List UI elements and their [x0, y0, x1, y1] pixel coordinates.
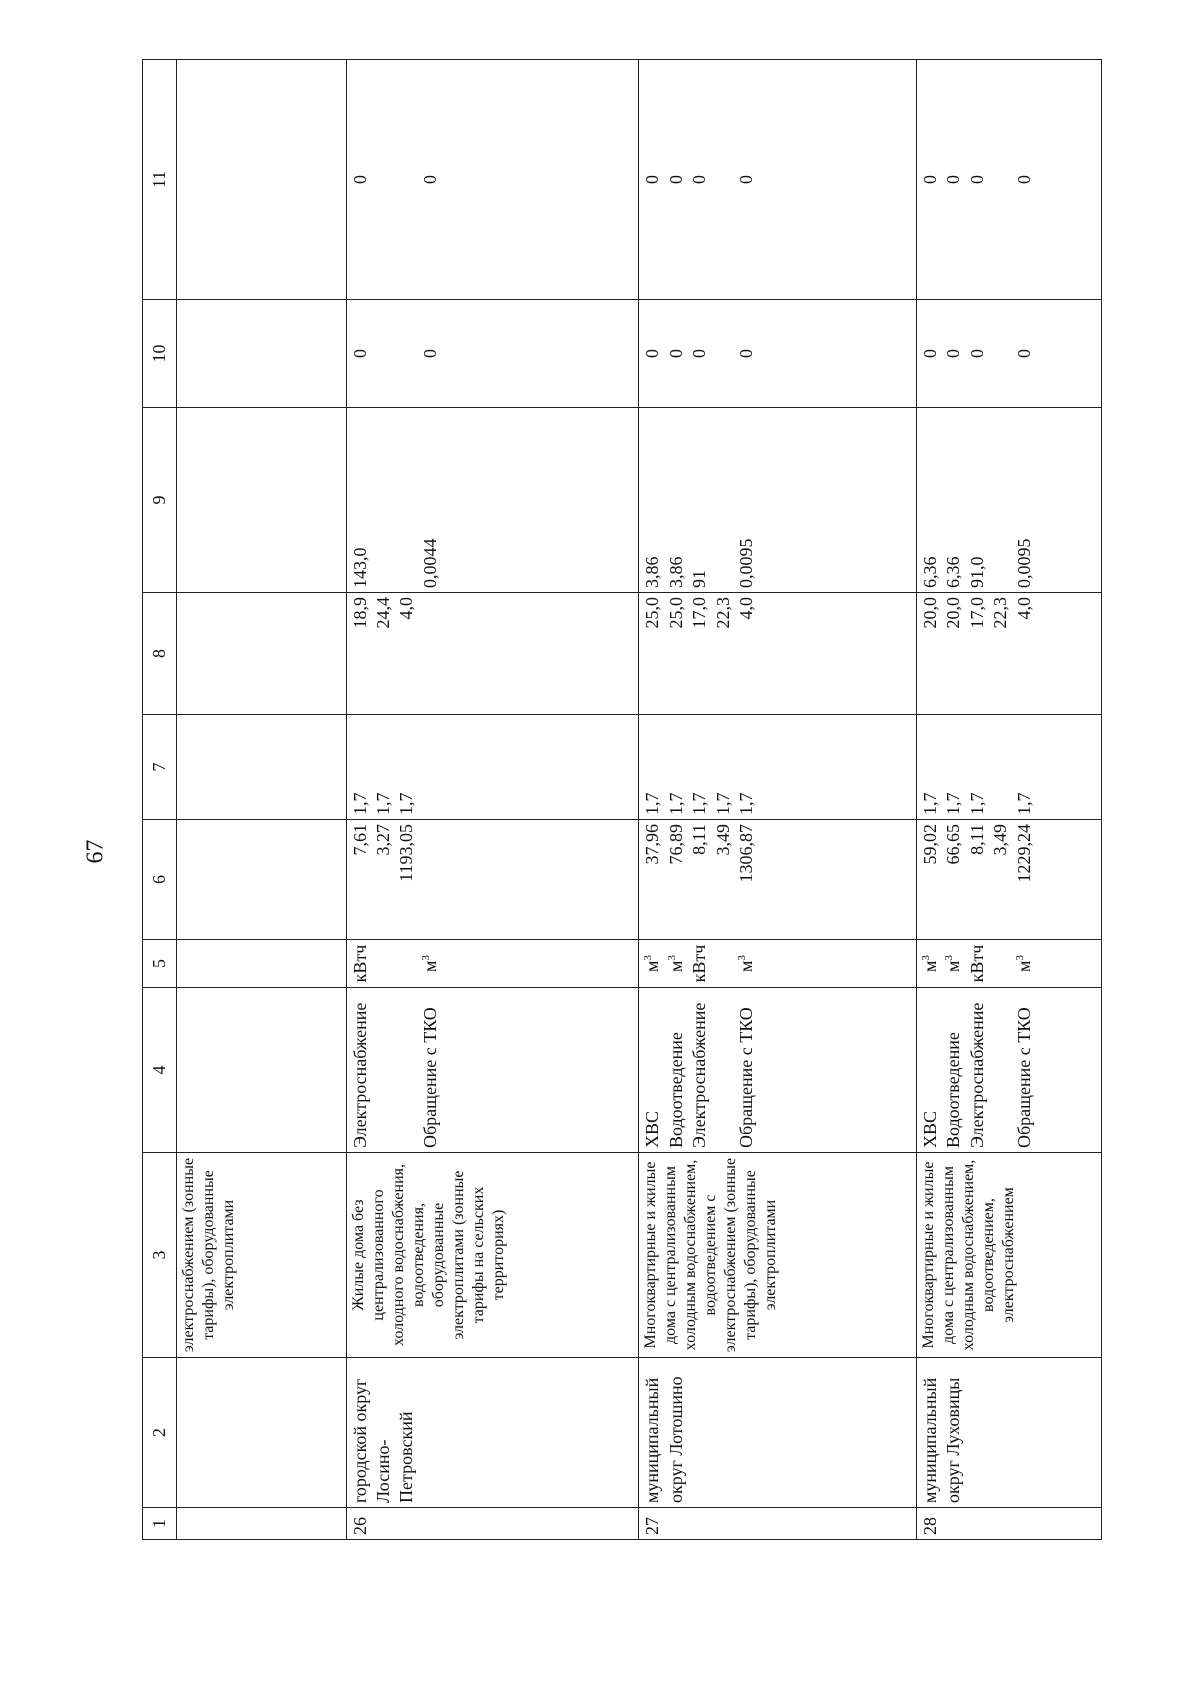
column-header: 4: [143, 988, 177, 1153]
col10-value: 0: [642, 349, 663, 358]
service-item: Обращение с ТКО: [419, 1007, 440, 1148]
col10-value: 0: [919, 349, 940, 358]
service-item: [989, 992, 1012, 1148]
col11-value: 0: [689, 175, 710, 184]
unit-item: $м^3$: [943, 955, 964, 972]
category-cell: электроснабжением (зонные тарифы), оборудованные электроплитами: [176, 1153, 346, 1358]
col7-value: 1,7: [372, 792, 393, 815]
col8-value: 22,3: [712, 597, 733, 629]
services-cell: [639, 988, 917, 1153]
col8-value: 22,3: [990, 597, 1011, 629]
col11-cell: [639, 60, 917, 300]
table-row: [916, 60, 1101, 1540]
col6-cell: [639, 820, 917, 940]
col6-value: 66,65: [943, 824, 964, 865]
unit-item: [712, 944, 735, 983]
col11-cell: [176, 60, 346, 300]
col8-value: 20,0: [943, 597, 964, 629]
col7-value: 1,7: [712, 792, 733, 815]
services-cell: [176, 988, 346, 1153]
service-item: [372, 992, 395, 1148]
col9-value: 6,36: [943, 556, 964, 588]
col10-value: [989, 304, 1012, 403]
col8-value: 17,0: [966, 597, 987, 629]
col7-value: [989, 719, 1012, 815]
unit-item: $м^3$: [642, 955, 663, 972]
service-item: ХВС: [919, 1110, 940, 1148]
page-number: 67: [82, 839, 109, 864]
col6-value: [419, 824, 442, 935]
rotated-table-container: [142, 60, 1102, 1540]
col11-value: 0: [1013, 175, 1034, 184]
col8-cell: [176, 593, 346, 715]
col6-value: 3,49: [990, 824, 1011, 856]
col10-value: 0: [349, 349, 370, 358]
col9-value: 0,0095: [736, 538, 756, 588]
service-item: Электроснабжение: [689, 1002, 710, 1148]
col6-value: 3,27: [372, 824, 393, 856]
col7-cell: [346, 715, 639, 820]
col6-cell: [176, 820, 346, 940]
col8-cell: [916, 593, 1101, 715]
unit-item: $м^3$: [1013, 955, 1034, 972]
col10-cell: [346, 300, 639, 408]
col7-value: 1,7: [349, 792, 370, 815]
col10-value: [395, 304, 418, 403]
col11-value: [989, 64, 1012, 295]
unit-item: $м^3$: [419, 955, 440, 972]
col7-cell: [176, 715, 346, 820]
units-cell: [176, 940, 346, 988]
unit-item: [372, 944, 395, 983]
col7-value: 1,7: [736, 792, 756, 815]
col10-value: 0: [419, 349, 440, 358]
col9-value: [712, 412, 735, 588]
units-cell: [639, 940, 917, 988]
category-cell: Многоквартирные и жилые дома с централизованным холодным водоснабжением, водоотведением с электроснабжением (зонные тарифы), оборудованные электроплитами: [639, 1153, 917, 1358]
col11-value: [395, 64, 418, 295]
column-header: 5: [143, 940, 177, 988]
service-item: Электроснабжение: [349, 1002, 370, 1148]
col7-value: 1,7: [642, 792, 663, 815]
service-item: Электроснабжение: [966, 1002, 987, 1148]
col11-value: 0: [665, 175, 686, 184]
col8-value: 4,0: [1013, 597, 1034, 620]
col9-cell: [346, 408, 639, 593]
municipality-cell: муниципальный округ Луховицы: [916, 1358, 1101, 1508]
row-number: [176, 1508, 346, 1540]
col8-cell: [346, 593, 639, 715]
unit-item: [395, 944, 418, 983]
col6-value: 37,96: [642, 824, 663, 865]
col6-cell: [916, 820, 1101, 940]
column-header: 10: [143, 300, 177, 408]
column-header: 6: [143, 820, 177, 940]
table-row: [346, 60, 639, 1540]
col10-cell: [916, 300, 1101, 408]
table-body: [143, 60, 1102, 1540]
col10-cell: [176, 300, 346, 408]
row-number: 26: [346, 1508, 639, 1540]
col8-value: [419, 597, 442, 710]
service-item: [395, 992, 418, 1148]
col8-value: 4,0: [736, 597, 756, 620]
col7-value: 1,7: [396, 792, 417, 815]
col11-value: 0: [349, 175, 370, 184]
column-header: 7: [143, 715, 177, 820]
units-cell: [346, 940, 639, 988]
services-cell: [346, 988, 639, 1153]
col7-value: 1,7: [1013, 792, 1034, 815]
unit-item: кВтч: [349, 944, 370, 983]
col9-cell: [639, 408, 917, 593]
col6-value: 1193,05: [396, 824, 417, 882]
col9-value: 143,0: [349, 547, 370, 588]
col10-cell: [639, 300, 917, 408]
unit-item: кВтч: [689, 944, 710, 983]
service-item: ХВС: [642, 1110, 663, 1148]
column-header: 8: [143, 593, 177, 715]
column-header: 3: [143, 1153, 177, 1358]
col8-value: 25,0: [642, 597, 663, 629]
col8-value: 20,0: [919, 597, 940, 629]
units-cell: [916, 940, 1101, 988]
col7-value: 1,7: [665, 792, 686, 815]
column-header: 9: [143, 408, 177, 593]
col9-value: [395, 412, 418, 588]
col10-value: [372, 304, 395, 403]
tariff-table: [142, 59, 1102, 1540]
col9-value: [372, 412, 395, 588]
unit-item: $м^3$: [736, 955, 756, 972]
category-cell: Жилые дома без централизованного холодного водоснабжения, водоотведения, оборудованные электроплитами (зонные тарифы на сельских территориях): [346, 1153, 639, 1358]
col11-value: 0: [642, 175, 663, 184]
col11-value: 0: [943, 175, 964, 184]
col9-value: 0,0044: [419, 538, 440, 588]
col6-cell: [346, 820, 639, 940]
column-header: 1: [143, 1508, 177, 1540]
col9-value: [989, 412, 1012, 588]
service-item: Водоотведение: [665, 1032, 686, 1148]
col10-value: 0: [1013, 349, 1034, 358]
col6-value: 3,49: [712, 824, 733, 856]
col9-cell: [176, 408, 346, 593]
col9-value: 91,0: [966, 556, 987, 588]
unit-item: $м^3$: [919, 955, 940, 972]
col10-value: 0: [665, 349, 686, 358]
col9-value: 3,86: [642, 556, 663, 588]
col8-value: 24,4: [372, 597, 393, 629]
col7-cell: [639, 715, 917, 820]
table-row: [639, 60, 917, 1540]
services-cell: [916, 988, 1101, 1153]
col7-value: [419, 719, 442, 815]
col7-value: 1,7: [919, 792, 940, 815]
col7-value: 1,7: [943, 792, 964, 815]
row-number: 27: [639, 1508, 917, 1540]
col11-value: 0: [419, 175, 440, 184]
unit-item: кВтч: [966, 944, 987, 983]
row-number: 28: [916, 1508, 1101, 1540]
col9-value: 91: [689, 570, 710, 588]
col11-value: 0: [736, 175, 756, 184]
col10-value: 0: [689, 349, 710, 358]
col8-value: 17,0: [689, 597, 710, 629]
col6-value: 1306,87: [736, 824, 756, 883]
col8-value: 25,0: [665, 597, 686, 629]
column-header: 2: [143, 1358, 177, 1508]
col11-cell: [346, 60, 639, 300]
unit-item: $м^3$: [665, 955, 686, 972]
col8-value: 18,9: [349, 597, 370, 629]
col11-value: 0: [966, 175, 987, 184]
col11-value: 0: [919, 175, 940, 184]
municipality-cell: [176, 1358, 346, 1508]
col10-value: 0: [943, 349, 964, 358]
column-number-row: [143, 60, 177, 1540]
col6-value: 8,11: [689, 824, 710, 855]
col6-value: 76,89: [665, 824, 686, 865]
table-row: [176, 60, 346, 1540]
col9-value: 6,36: [919, 556, 940, 588]
col6-value: 7,61: [349, 824, 370, 856]
col11-cell: [916, 60, 1101, 300]
col11-value: [712, 64, 735, 295]
col6-value: 59,02: [919, 824, 940, 865]
col9-value: 3,86: [665, 556, 686, 588]
col9-cell: [916, 408, 1101, 593]
col7-cell: [916, 715, 1101, 820]
unit-item: [989, 944, 1012, 983]
col7-value: 1,7: [966, 792, 987, 815]
municipality-cell: городской округ Лосино-Петровский: [346, 1358, 639, 1508]
col6-value: 8,11: [966, 824, 987, 855]
category-cell: Многоквартирные и жилые дома с централизованным холодным водоснабжением, водоотведением, электроснабжением: [916, 1153, 1101, 1358]
column-header: 11: [143, 60, 177, 300]
col9-value: 0,0095: [1013, 538, 1034, 588]
service-item: [712, 992, 735, 1148]
col8-value: 4,0: [396, 597, 417, 620]
col10-value: 0: [966, 349, 987, 358]
col11-value: [372, 64, 395, 295]
municipality-cell: муниципальный округ Лотошино: [639, 1358, 917, 1508]
col10-value: 0: [736, 349, 756, 358]
service-item: Водоотведение: [943, 1032, 964, 1148]
col7-value: 1,7: [689, 792, 710, 815]
col6-value: 1229,24: [1013, 824, 1034, 883]
service-item: Обращение с ТКО: [1013, 1007, 1034, 1148]
service-item: Обращение с ТКО: [736, 1007, 756, 1148]
col8-cell: [639, 593, 917, 715]
col10-value: [712, 304, 735, 403]
